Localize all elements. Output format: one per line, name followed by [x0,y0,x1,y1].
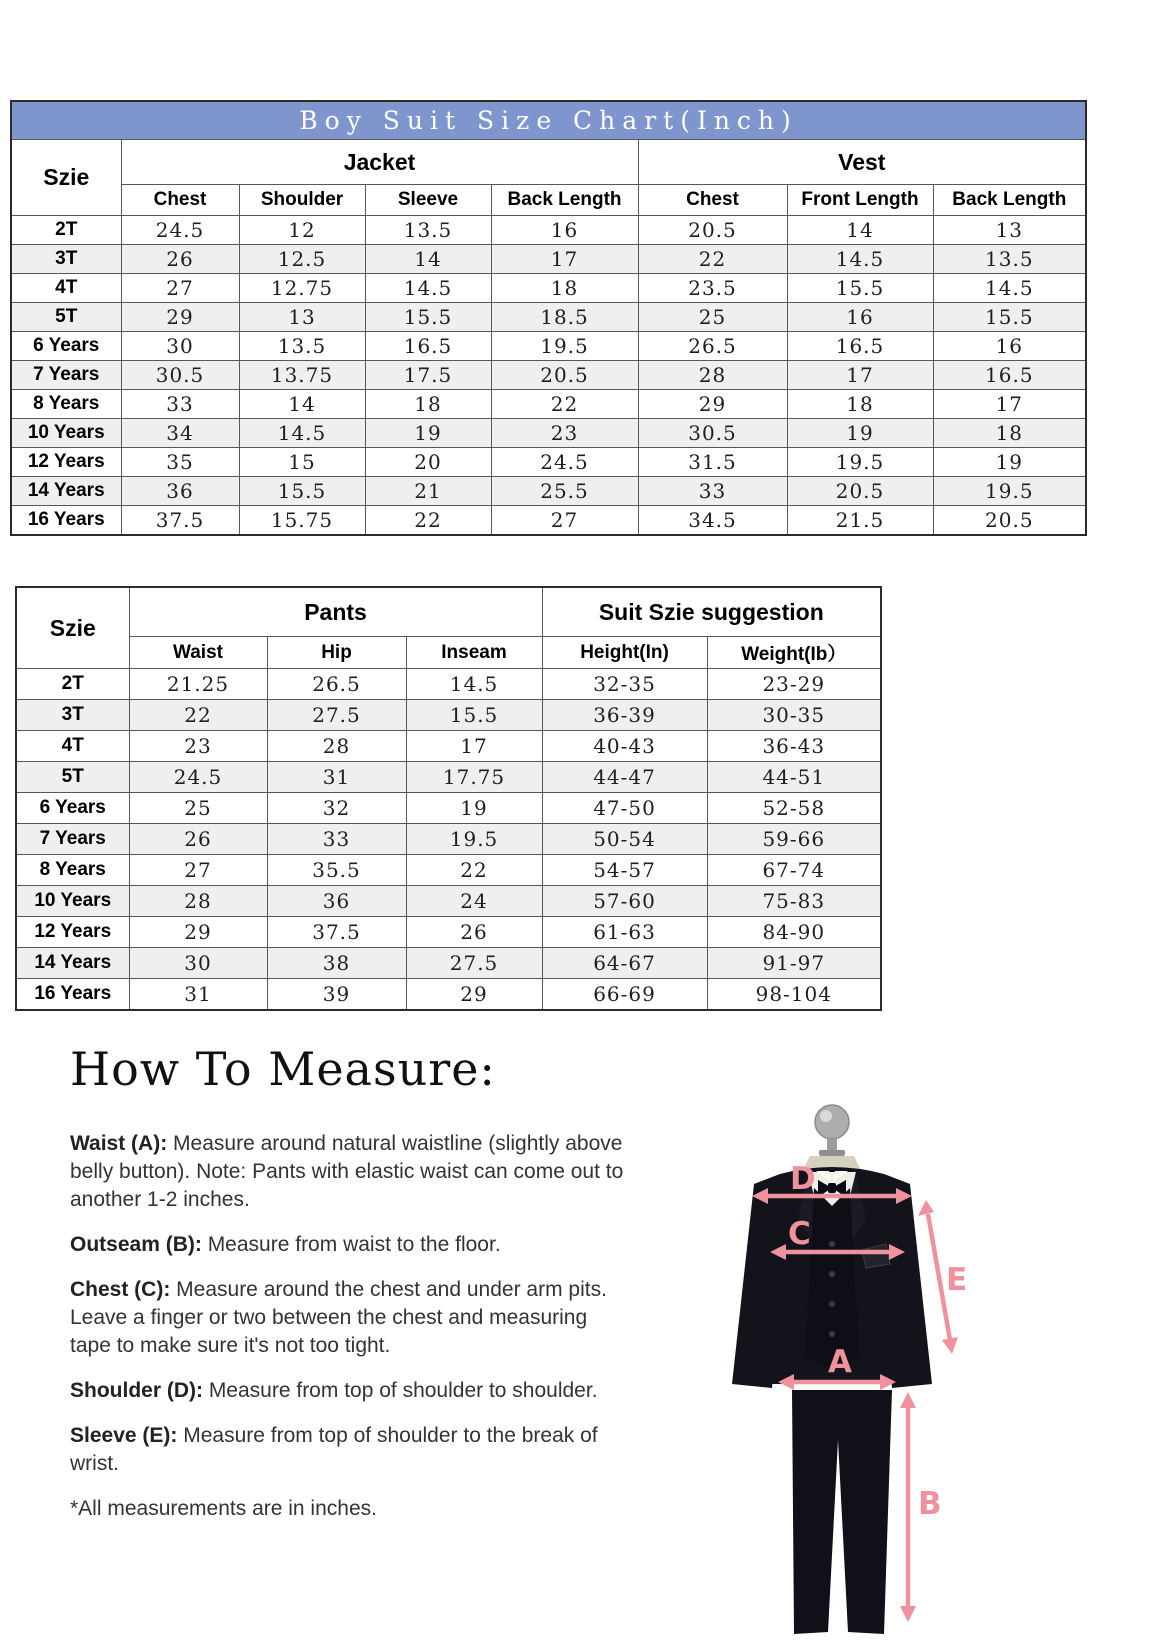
instruction-label: Waist (A): [70,1132,168,1155]
value-cell: 44-51 [707,762,881,793]
size-column-header: Szie [16,587,129,669]
value-cell: 36-43 [707,731,881,762]
value-cell: 25.5 [491,477,638,506]
size-cell: 2T [11,216,121,245]
value-cell: 36 [121,477,239,506]
value-cell: 22 [638,245,787,274]
table-row [11,390,1086,419]
value-cell: 27.5 [267,700,406,731]
value-cell: 36-39 [542,700,707,731]
column-header: Waist [129,637,267,669]
value-cell: 12.5 [239,245,365,274]
value-cell: 35.5 [267,855,406,886]
value-cell: 19 [933,448,1086,477]
value-cell: 27 [121,274,239,303]
value-cell: 47-50 [542,793,707,824]
value-cell: 34.5 [638,506,787,535]
column-header-row [16,637,881,669]
value-cell: 24.5 [129,762,267,793]
column-header: Inseam [406,637,542,669]
instruction-label: Shoulder (D): [70,1379,203,1402]
value-cell: 32-35 [542,669,707,700]
size-cell: 8 Years [11,390,121,419]
value-cell: 61-63 [542,917,707,948]
value-cell: 30 [129,948,267,979]
table-row [16,886,881,917]
value-cell: 15 [239,448,365,477]
value-cell: 24 [406,886,542,917]
value-cell: 26.5 [638,332,787,361]
value-cell: 15.5 [239,477,365,506]
value-cell: 17 [933,390,1086,419]
measure-instruction-outseam [70,1231,630,1259]
value-cell: 23-29 [707,669,881,700]
value-cell: 40-43 [542,731,707,762]
table-row [11,506,1086,535]
shoulder-label: D [790,1161,816,1197]
size-cell: 16 Years [11,506,121,535]
value-cell: 15.5 [787,274,933,303]
size-cell: 7 Years [16,824,129,855]
value-cell: 28 [267,731,406,762]
value-cell: 19 [365,419,491,448]
instruction-text: Measure from top of shoulder to shoulder. [202,1379,598,1402]
sleeve-label: E [946,1262,968,1298]
column-header: Chest [121,185,239,216]
instruction-label: Chest (C): [70,1278,171,1301]
value-cell: 15.5 [365,303,491,332]
instruction-text: Measure around the chest and under arm pits. Leave a finger or two between the chest and measuring tape to make sure it's not too tight. [70,1278,607,1357]
value-cell: 26 [121,245,239,274]
value-cell: 17.75 [406,762,542,793]
measure-instruction-waist [70,1130,630,1214]
value-cell: 21 [365,477,491,506]
value-cell: 34 [121,419,239,448]
instruction-label: Sleeve (E): [70,1424,178,1447]
table-row [16,793,881,824]
value-cell: 25 [638,303,787,332]
value-cell: 18 [491,274,638,303]
value-cell: 44-47 [542,762,707,793]
value-cell: 24.5 [491,448,638,477]
table-row [16,948,881,979]
measure-instruction-chest [70,1276,630,1360]
value-cell: 17.5 [365,361,491,390]
table-row [11,216,1086,245]
value-cell: 16 [787,303,933,332]
table-row [11,303,1086,332]
size-cell: 6 Years [16,793,129,824]
value-cell: 13 [239,303,365,332]
instruction-label: Outseam (B): [70,1233,202,1256]
value-cell: 14 [239,390,365,419]
value-cell: 14.5 [365,274,491,303]
value-cell: 26 [406,917,542,948]
value-cell: 16.5 [933,361,1086,390]
column-header: Back Length [933,185,1086,216]
value-cell: 27 [129,855,267,886]
column-header: Hip [267,637,406,669]
value-cell: 54-57 [542,855,707,886]
value-cell: 14.5 [406,669,542,700]
value-cell: 15.5 [406,700,542,731]
value-cell: 21.25 [129,669,267,700]
value-cell: 17 [491,245,638,274]
measure-instruction-shoulder [70,1377,630,1405]
measurements-footnote: *All measurements are in inches. [70,1497,377,1520]
value-cell: 57-60 [542,886,707,917]
value-cell: 67-74 [707,855,881,886]
size-cell: 8 Years [16,855,129,886]
table-row [16,917,881,948]
table-row [16,824,881,855]
table-row [16,731,881,762]
value-cell: 14 [787,216,933,245]
suit-illustration [732,1167,932,1634]
suit-measurement-diagram [680,1092,1020,1647]
how-to-measure-heading: How To Measure: [70,1042,496,1096]
size-cell: 3T [11,245,121,274]
value-cell: 17 [787,361,933,390]
table-row [16,979,881,1010]
value-cell: 20.5 [491,361,638,390]
value-cell: 22 [129,700,267,731]
size-cell: 12 Years [11,448,121,477]
outseam-arrow-B [900,1392,942,1622]
group-header-row [11,140,1086,185]
value-cell: 29 [406,979,542,1010]
value-cell: 66-69 [542,979,707,1010]
value-cell: 19.5 [933,477,1086,506]
size-cell: 5T [16,762,129,793]
size-cell: 2T [16,669,129,700]
instruction-text: Measure from top of shoulder to the break of wrist. [70,1424,598,1475]
size-cell: 14 Years [11,477,121,506]
value-cell: 21.5 [787,506,933,535]
value-cell: 29 [638,390,787,419]
size-cell: 10 Years [11,419,121,448]
column-header: Shoulder [239,185,365,216]
value-cell: 98-104 [707,979,881,1010]
value-cell: 33 [121,390,239,419]
value-cell: 25 [129,793,267,824]
value-cell: 12.75 [239,274,365,303]
column-header: Front Length [787,185,933,216]
value-cell: 24.5 [121,216,239,245]
column-header: Chest [638,185,787,216]
value-cell: 14.5 [933,274,1086,303]
jacket-group-header: Jacket [121,140,638,185]
pants-size-chart-table [15,586,882,1011]
value-cell: 31 [267,762,406,793]
value-cell: 37.5 [267,917,406,948]
value-cell: 17 [406,731,542,762]
value-cell: 29 [121,303,239,332]
value-cell: 30.5 [638,419,787,448]
value-cell: 31 [129,979,267,1010]
value-cell: 39 [267,979,406,1010]
instruction-text: Measure from waist to the floor. [201,1233,501,1256]
value-cell: 12 [239,216,365,245]
size-cell: 3T [16,700,129,731]
value-cell: 18.5 [491,303,638,332]
value-cell: 13.75 [239,361,365,390]
value-cell: 32 [267,793,406,824]
value-cell: 64-67 [542,948,707,979]
value-cell: 50-54 [542,824,707,855]
boy-suit-size-chart-table [10,100,1087,536]
suggestion-group-header: Suit Szie suggestion [542,587,881,637]
value-cell: 22 [491,390,638,419]
value-cell: 14.5 [239,419,365,448]
value-cell: 13.5 [365,216,491,245]
value-cell: 20 [365,448,491,477]
value-cell: 23 [129,731,267,762]
column-header-row [11,185,1086,216]
measure-instruction-sleeve [70,1422,630,1478]
value-cell: 20.5 [787,477,933,506]
value-cell: 16.5 [787,332,933,361]
chart-title-row [11,101,1086,140]
how-to-measure-section [70,1042,630,1540]
value-cell: 13.5 [933,245,1086,274]
size-cell: 7 Years [11,361,121,390]
table-row [16,669,881,700]
value-cell: 13.5 [239,332,365,361]
value-cell: 18 [365,390,491,419]
table-row [11,448,1086,477]
chest-label: C [788,1216,811,1252]
column-header: Weight(Ib） [707,637,881,669]
size-column-header: Szie [11,140,121,216]
table-row [11,361,1086,390]
table-row [11,477,1086,506]
value-cell: 15.75 [239,506,365,535]
column-header: Height(In) [542,637,707,669]
value-cell: 16.5 [365,332,491,361]
pants-group-header: Pants [129,587,542,637]
value-cell: 23 [491,419,638,448]
value-cell: 20.5 [638,216,787,245]
value-cell: 16 [491,216,638,245]
value-cell: 30 [121,332,239,361]
outseam-label: B [918,1486,942,1522]
value-cell: 28 [129,886,267,917]
value-cell: 30.5 [121,361,239,390]
value-cell: 28 [638,361,787,390]
column-header: Back Length [491,185,638,216]
value-cell: 30-35 [707,700,881,731]
table-row [11,332,1086,361]
value-cell: 91-97 [707,948,881,979]
value-cell: 18 [933,419,1086,448]
table-row [16,762,881,793]
size-cell: 5T [11,303,121,332]
value-cell: 23.5 [638,274,787,303]
instruction-text: Measure around natural waistline (slightly above belly button). Note: Pants with elastic waist can come out to another 1-2 inches. [70,1132,624,1211]
value-cell: 33 [267,824,406,855]
value-cell: 36 [267,886,406,917]
value-cell: 26.5 [267,669,406,700]
value-cell: 14.5 [787,245,933,274]
value-cell: 26 [129,824,267,855]
value-cell: 13 [933,216,1086,245]
value-cell: 19 [406,793,542,824]
value-cell: 20.5 [933,506,1086,535]
size-cell: 14 Years [16,948,129,979]
table-row [16,700,881,731]
value-cell: 14 [365,245,491,274]
value-cell: 22 [365,506,491,535]
value-cell: 59-66 [707,824,881,855]
vest-group-header: Vest [638,140,1086,185]
value-cell: 18 [787,390,933,419]
table-row [11,245,1086,274]
column-header: Sleeve [365,185,491,216]
value-cell: 75-83 [707,886,881,917]
value-cell: 31.5 [638,448,787,477]
value-cell: 38 [267,948,406,979]
waist-label: A [828,1344,852,1380]
value-cell: 37.5 [121,506,239,535]
value-cell: 27 [491,506,638,535]
size-cell: 12 Years [16,917,129,948]
value-cell: 84-90 [707,917,881,948]
value-cell: 19 [787,419,933,448]
value-cell: 19.5 [787,448,933,477]
size-cell: 6 Years [11,332,121,361]
size-cell: 16 Years [16,979,129,1010]
value-cell: 29 [129,917,267,948]
size-cell: 4T [11,274,121,303]
value-cell: 52-58 [707,793,881,824]
value-cell: 19.5 [406,824,542,855]
value-cell: 19.5 [491,332,638,361]
value-cell: 27.5 [406,948,542,979]
table-row [11,419,1086,448]
size-cell: 10 Years [16,886,129,917]
value-cell: 22 [406,855,542,886]
value-cell: 15.5 [933,303,1086,332]
size-cell: 4T [16,731,129,762]
value-cell: 16 [933,332,1086,361]
group-header-row [16,587,881,637]
table-row [16,855,881,886]
value-cell: 35 [121,448,239,477]
value-cell: 33 [638,477,787,506]
chart-title: Boy Suit Size Chart(Inch) [11,101,1086,140]
table-row [11,274,1086,303]
